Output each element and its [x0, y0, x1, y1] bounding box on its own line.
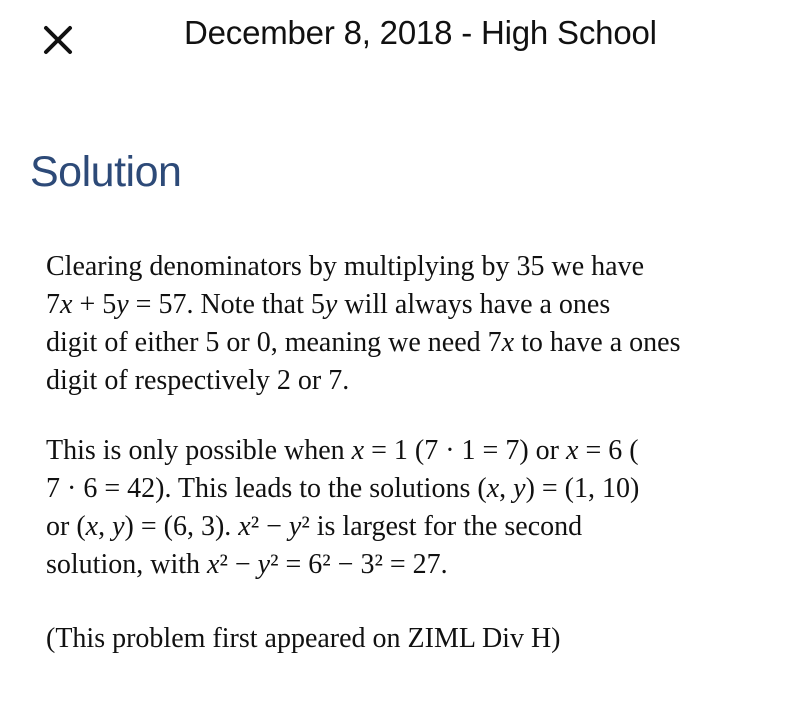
- text-segment: 7 · 6 = 42). This leads to the solutions (: [46, 473, 487, 504]
- math-variable: x: [501, 327, 515, 358]
- math-variable: y: [288, 511, 302, 542]
- text-segment: ² = 6² − 3² = 27.: [270, 549, 448, 580]
- text-line: [46, 362, 786, 400]
- text-line: [46, 546, 786, 584]
- math-variable: x: [60, 289, 73, 320]
- close-button[interactable]: [42, 24, 74, 56]
- text-segment: digit of respectively 2 or 7.: [46, 365, 350, 396]
- text-line: [46, 470, 786, 508]
- math-variable: y: [116, 289, 129, 320]
- source-note: [46, 620, 786, 658]
- math-variable: x: [486, 473, 500, 504]
- text-segment: ² −: [219, 549, 258, 580]
- text-segment: Clearing denominators by multiplying by 35 we have: [46, 251, 645, 282]
- math-variable: y: [324, 289, 338, 320]
- math-variable: y: [257, 549, 271, 580]
- text-line: [46, 620, 786, 658]
- text-segment: = 1 (7 · 1 = 7) or: [364, 435, 566, 466]
- solution-heading: Solution: [30, 148, 182, 196]
- text-segment: to have a ones: [514, 327, 681, 358]
- text-segment: + 5: [72, 289, 117, 320]
- close-icon[interactable]: [42, 24, 74, 56]
- page-title: December 8, 2018 - High School: [184, 14, 657, 51]
- text-segment: ² −: [250, 511, 289, 542]
- text-segment: ,: [499, 473, 514, 504]
- solution-paragraph-2: [46, 432, 786, 584]
- text-segment: ,: [98, 511, 113, 542]
- text-segment: = 57. Note that 5: [128, 289, 325, 320]
- math-variable: y: [112, 511, 125, 542]
- text-line: [46, 324, 786, 362]
- text-segment: ² is largest for the second: [301, 511, 583, 542]
- text-segment: (This problem first appeared on ZIML Div H): [46, 623, 561, 654]
- text-line: [46, 248, 786, 286]
- text-segment: will always have a ones: [337, 289, 611, 320]
- header-bar: [0, 0, 799, 78]
- math-variable: x: [238, 511, 251, 542]
- text-segment: 7: [46, 289, 60, 320]
- math-variable: x: [85, 511, 99, 542]
- text-segment: solution, with: [46, 549, 208, 580]
- math-variable: x: [351, 435, 365, 466]
- math-variable: x: [566, 435, 579, 466]
- text-line: [46, 432, 786, 470]
- text-segment: This is only possible when: [46, 435, 352, 466]
- math-variable: x: [207, 549, 220, 580]
- text-line: [46, 286, 786, 324]
- solution-paragraph-1: [46, 248, 786, 400]
- text-segment: ) = (6, 3).: [124, 511, 239, 542]
- text-segment: = 6 (: [578, 435, 639, 466]
- math-variable: y: [513, 473, 526, 504]
- text-segment: ) = (1, 10): [525, 473, 640, 504]
- text-segment: or (: [46, 511, 86, 542]
- text-segment: digit of either 5 or 0, meaning we need 7: [46, 327, 502, 358]
- text-line: [46, 508, 786, 546]
